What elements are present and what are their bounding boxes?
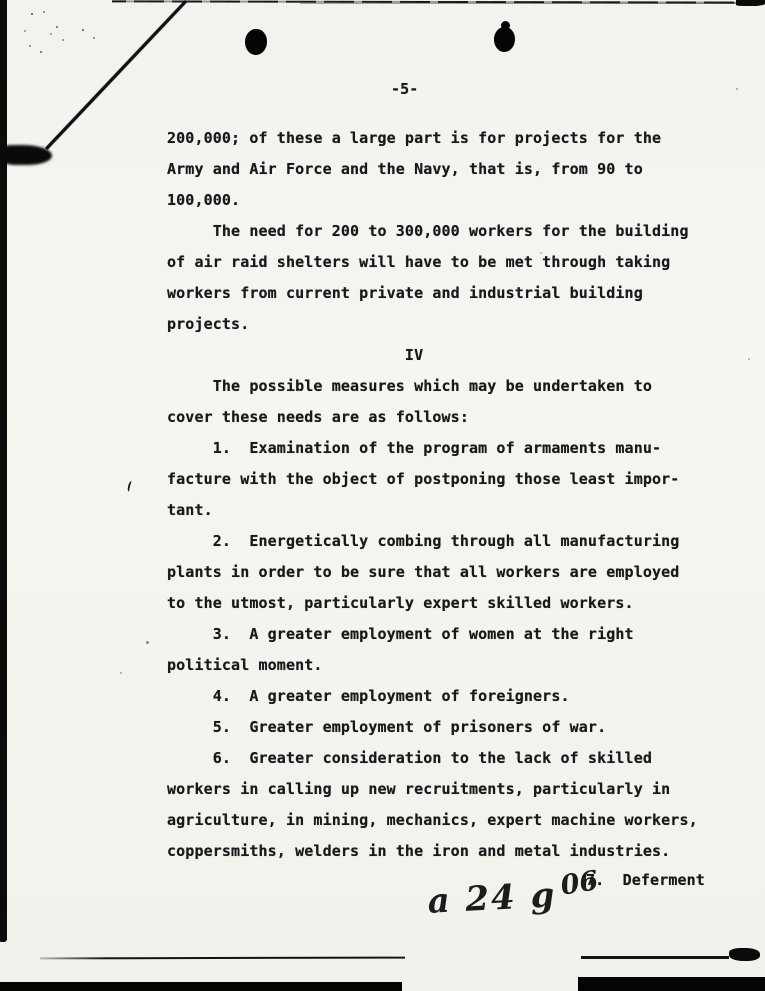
typewritten-line: 3. A greater employment of women at the right <box>167 625 634 643</box>
punch-hole-left <box>245 29 267 55</box>
typewritten-line: workers from current private and industrial building <box>167 284 643 302</box>
page-corner-fold-smudge <box>0 145 52 165</box>
typewritten-line: The possible measures which may be undertaken to <box>167 377 652 395</box>
typewritten-line: facture with the object of postponing those least impor- <box>167 470 680 488</box>
scan-speck <box>24 30 26 32</box>
scan-speck <box>146 641 149 644</box>
typewritten-line: to the utmost, particularly expert skilled workers. <box>167 594 634 612</box>
typewritten-line: IV <box>167 346 424 364</box>
handwritten-annotation-superscript: 06 <box>558 865 601 902</box>
continuation-catchword: 7. Deferment <box>586 871 705 889</box>
handwritten-annotation <box>406 856 601 930</box>
scan-bottom-blob <box>729 948 760 961</box>
scan-speck <box>82 29 84 31</box>
document-body <box>167 123 698 867</box>
typewritten-line: cover these needs are as follows: <box>167 408 469 426</box>
typewritten-line: 6. Greater consideration to the lack of skilled <box>167 749 652 767</box>
typewritten-line: plants in order to be sure that all workers are employed <box>167 563 680 581</box>
scan-speck <box>43 11 45 13</box>
scan-speck <box>93 37 95 39</box>
scan-bottom-bar-right <box>578 977 765 991</box>
typewritten-line: 5. Greater employment of prisoners of war. <box>167 718 607 736</box>
scan-bottom-thin-line-right <box>581 956 729 959</box>
typewritten-line: tant. <box>167 501 213 519</box>
scan-speck <box>736 88 738 90</box>
scan-speck <box>50 33 52 35</box>
typewritten-line: of air raid shelters will have to be met through taking <box>167 253 671 271</box>
scan-bottom-bar-left <box>0 982 402 991</box>
typewritten-line: workers in calling up new recruitments, particularly in <box>167 780 671 798</box>
typewritten-line: Army and Air Force and the Navy, that is, from 90 to <box>167 160 643 178</box>
scan-corner-mark-top-right <box>736 0 765 6</box>
stray-ink-mark <box>127 481 135 493</box>
scan-speck <box>40 51 42 53</box>
typewritten-line: agriculture, in mining, mechanics, expert machine workers, <box>167 811 698 829</box>
punch-hole-right <box>494 27 515 52</box>
typewritten-line: 2. Energetically combing through all manufacturing <box>167 532 680 550</box>
typewritten-line: projects. <box>167 315 250 333</box>
scan-bottom-thin-line-left <box>40 957 405 960</box>
scan-speck <box>120 672 122 674</box>
scan-speck <box>62 39 64 41</box>
scan-edge-left-bar <box>0 0 7 942</box>
scan-speck <box>29 45 31 47</box>
page-corner-fold-line <box>45 0 187 150</box>
typewritten-line: 100,000. <box>167 191 241 209</box>
scan-speck <box>748 358 750 360</box>
typewritten-line: political moment. <box>167 656 323 674</box>
handwritten-annotation-main: a 24 g <box>426 875 558 922</box>
typewritten-line: The need for 200 to 300,000 workers for the building <box>167 222 689 240</box>
punch-hole-right-nub <box>501 21 510 30</box>
typewritten-line: 1. Examination of the program of armaments manu- <box>167 439 662 457</box>
typewritten-line: 200,000; of these a large part is for projects for the <box>167 129 662 147</box>
typewritten-line: coppersmiths, welders in the iron and metal industries. <box>167 842 671 860</box>
scan-edge-top-line-secondary <box>300 3 765 4</box>
page-number: -5- <box>391 80 419 98</box>
scan-speck <box>31 13 33 15</box>
typewritten-line: 4. A greater employment of foreigners. <box>167 687 570 705</box>
scan-speck <box>56 26 58 28</box>
